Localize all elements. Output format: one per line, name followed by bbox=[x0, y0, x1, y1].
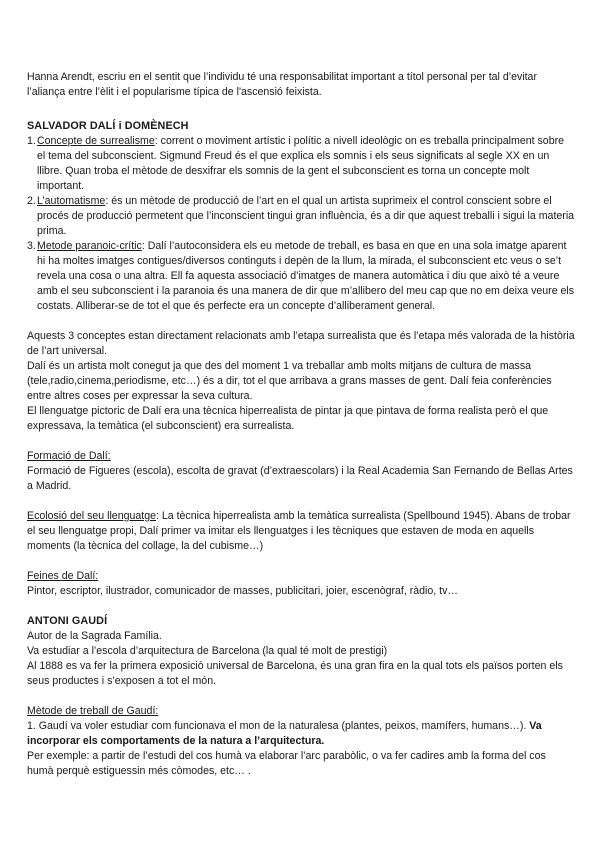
metode-example: Per exemple: a partir de l’estudi del cos humà va elaborar l’arc parabòlic, o va fer cadires amb la forma del cos humà perquè estiguessin més còmodes, etc… . bbox=[27, 750, 546, 777]
intro-paragraph: Hanna Arendt, escriu en el sentit que l’individu té una responsabilitat important a títol personal per tal d’evitar l’aliança entre l’èlit i el popularisme típica de l'ascensió feixista. bbox=[27, 71, 537, 98]
concept-text: : Dalí l’autoconsidera els eu metode de treball, es basa en que en una sola imatge aparent hi ha moltes imatges contigues/diversos continguts i depèn de la llum, la mirada, el subconscient etc veus o se’t revela una cosa o una altra. Ell fa aquesta associació d’imatges de manera automàtica i diu que això té a veure amb el seu subconscient i la paranoia és una manera de dir que m’allibero del meu cap que no em deixa veure els costats. Alliberar-se de tot el que és perfecte era un concepte d’alliberament general. bbox=[37, 240, 575, 312]
dali-concepts-list bbox=[27, 134, 575, 314]
concept-item-paranoic-critic bbox=[27, 239, 575, 314]
concept-term: Concepte de surrealisme bbox=[37, 135, 155, 147]
gaudi-line: Autor de la Sagrada Família. bbox=[27, 630, 162, 642]
ecologia-paragraph bbox=[27, 509, 575, 554]
spacer bbox=[27, 494, 575, 509]
spacer bbox=[27, 100, 575, 119]
concept-item-surrealisme bbox=[27, 134, 575, 194]
feines-title: Feines de Dalí: bbox=[27, 570, 99, 582]
concept-text: : és un mètode de producció de l’art en el qual un artista suprimeix el control conscient sobre el procés de producció permetent que l’inconscient tingui gran influència, és a dir que aquest treballi i sigui la materia prima. bbox=[37, 195, 575, 237]
concept-term: Metode paranoic-crític bbox=[37, 240, 142, 252]
formacio-title: Formació de Dalí: bbox=[27, 450, 111, 462]
metode-title: Mètode de treball de Gaudí: bbox=[27, 705, 159, 717]
formacio-text: Formació de Figueres (escola), escolta de gravat (d’extraescolars) i la Real Academia San Fernando de Bellas Artes a Madrid. bbox=[27, 465, 573, 492]
spacer bbox=[27, 314, 575, 329]
ecologia-text: : La tècnica hiperrealista amb la temàtica surrealista (Spellbound 1945). Abans de trobar el seu llenguatge propi, Dalí primer va imitar els llenguatges i les tècniques que estaven de moda en aquells moments (la tècnica del collage, la del cubisme…) bbox=[27, 510, 571, 552]
gaudi-line: Al 1888 es va fer la primera exposició universal de Barcelona, és una gran fira en la qual tots els països porten els seus productes i s’exposen a tot el món. bbox=[27, 660, 563, 687]
dali-paragraph: El llenguatge pictoric de Dalí era una tècnica hiperrealista de pintar ja que pintava de forma realista però el que expressava, la temàtica (el subconscient) era surrealista. bbox=[27, 405, 549, 432]
dali-paragraph: Aquests 3 conceptes estan directament relacionats amb l’etapa surrealista que és l’etapa més valorada de la història de l’art universal. bbox=[27, 330, 575, 357]
spacer bbox=[27, 599, 575, 614]
list-number: 3. bbox=[27, 240, 36, 252]
spacer bbox=[27, 689, 575, 704]
concept-item-automatisme bbox=[27, 194, 575, 239]
dali-heading: SALVADOR DALÍ i DOMÈNECH bbox=[27, 120, 189, 132]
ecologia-title: Ecolosió del seu llenguatge bbox=[27, 510, 156, 522]
dali-paragraph: Dalí és un artista molt conegut ja que des del moment 1 va treballar amb molts mitjans de cultura de massa (tele,radio,cinema,periodisme, etc…) és a dir, tot el que arribava a grans masses de gent. Dalí feia conferències entre altres coses per expressar la seva cultura. bbox=[27, 360, 552, 402]
metode-point bbox=[27, 719, 575, 749]
document-page bbox=[27, 70, 575, 779]
list-number: 2. bbox=[27, 195, 36, 207]
concept-term: L’automatisme bbox=[37, 195, 106, 207]
list-number: 1. bbox=[27, 135, 36, 147]
gaudi-line: Va estudiar a l’escola d’arquitectura de Barcelona (la qual té molt de prestigi) bbox=[27, 645, 388, 657]
feines-text: Pintor, escriptor, ilustrador, comunicador de masses, publicitari, joier, escenògraf, ràdio, tv… bbox=[27, 585, 459, 597]
metode-point-bold: Va incorporar els comportaments de la natura a l’arquitectura. bbox=[27, 720, 542, 747]
gaudi-heading: ANTONI GAUDÍ bbox=[27, 615, 108, 627]
concept-text: : corrent o moviment artístic i polític a nivell ideològic on es treballa principalment sobre el tema del subconscient. Sigmund Freud és el que explica els somnis i els seus significats al segle XX en un llibre. Quan troba el mètode de desxifrar els somnis de la gent el subconscient es torna un concepte molt important. bbox=[37, 135, 565, 192]
metode-point-text: 1. Gaudí va voler estudiar com funcionava el mon de la naturalesa (plantes, peixos, mamífers, humans…). bbox=[27, 720, 530, 732]
spacer bbox=[27, 434, 575, 449]
spacer bbox=[27, 554, 575, 569]
